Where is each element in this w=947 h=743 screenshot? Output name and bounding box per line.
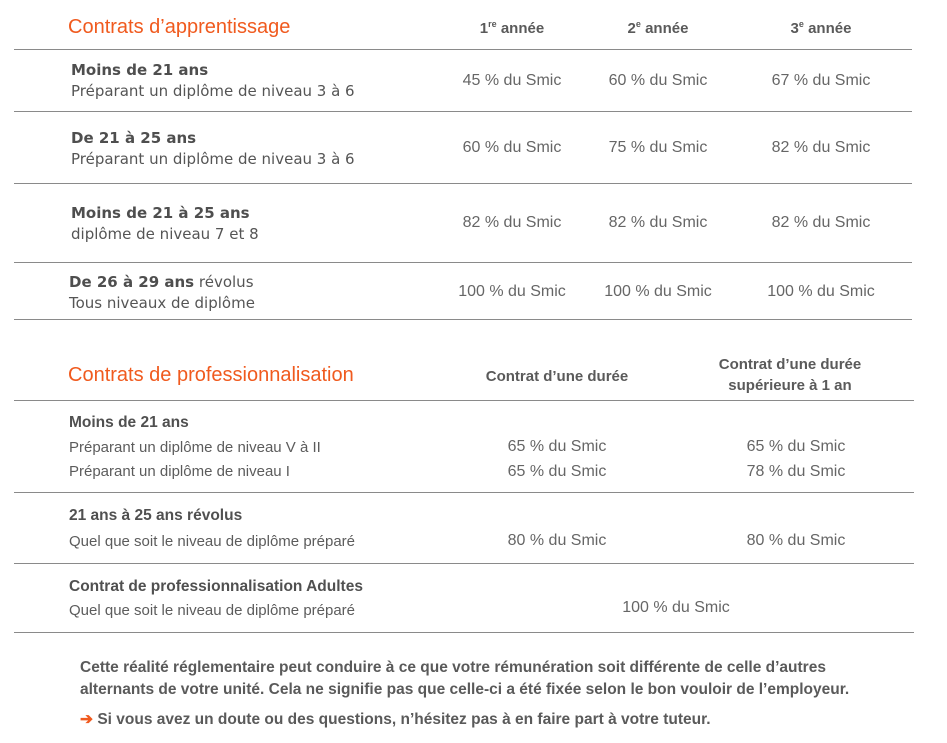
appr-row3-year3: 82 % du Smic [771,214,871,231]
appr-row1-rule [14,111,912,112]
year2-text: année [640,20,689,37]
appr-row1-year3: 67 % du Smic [771,72,871,89]
appr-row3-sub: diplôme de niveau 7 et 8 [71,225,259,243]
pro-row1-label: Moins de 21 ans [69,414,189,431]
appr-row4-year3: 100 % du Smic [767,283,875,300]
pro-row1-sub2: Préparant un diplôme de niveau I [69,463,290,480]
year3-sup: e [798,19,804,29]
note-line3 [80,710,711,729]
note-line3-text: Si vous avez un doute ou des questions, n’hésitez pas à en faire part à votre tuteur. [97,711,711,728]
appr-row3-rule [14,262,912,263]
apprentissage-col-year3 [761,19,881,37]
apprentissage-col-year1 [452,19,572,37]
professionnalisation-title: Contrats de professionnalisation [68,364,354,386]
year2-num: 2 [627,20,636,37]
pro-row3-merged-val: 100 % du Smic [622,599,730,616]
pro-row1-col2-val1: 65 % du Smic [746,438,846,455]
appr-row4-sub: Tous niveaux de diplôme [69,294,255,312]
pro-col-long-line2: supérieure à 1 an [728,377,852,394]
apprentissage-col-year2 [598,19,718,37]
appr-row4-label-bold: De 26 à 29 ans [69,273,195,291]
appr-row2-sub: Préparant un diplôme de niveau 3 à 6 [71,150,355,168]
appr-row2-rule [14,183,912,184]
appr-row2-year2: 75 % du Smic [608,139,708,156]
year1-sup: re [488,19,497,29]
appr-row4-label [69,273,254,292]
pro-row1-col1-val1: 65 % du Smic [507,438,607,455]
appr-row4-rule [14,319,912,320]
pro-row2-label: 21 ans à 25 ans révolus [69,507,243,524]
appr-row1-sub: Préparant un diplôme de niveau 3 à 6 [71,82,355,100]
apprentissage-header-rule [14,49,912,50]
pro-row1-col1-val2: 65 % du Smic [507,463,607,480]
pro-row1-sub1: Préparant un diplôme de niveau V à II [69,439,321,456]
appr-row4-label-normal: révolus [194,273,254,291]
pro-col-long-line1: Contrat d’une durée [718,356,862,373]
appr-row1-year2: 60 % du Smic [608,72,708,89]
pro-row2-col1-val: 80 % du Smic [507,532,607,549]
year1-num: 1 [479,20,489,37]
apprentissage-title: Contrats d’apprentissage [68,16,291,38]
year3-text: année [803,20,852,37]
appr-row3-year2: 82 % du Smic [608,214,708,231]
appr-row4-year2: 100 % du Smic [604,283,712,300]
pro-row3-sub: Quel que soit le niveau de diplôme préparé [69,602,356,619]
year1-text: année [496,20,545,37]
pro-row3-rule [14,632,914,633]
appr-row1-year1: 45 % du Smic [462,72,562,89]
pro-row2-col2-val: 80 % du Smic [746,532,846,549]
appr-row2-label: De 21 à 25 ans [71,129,197,147]
pro-header-rule [14,400,914,401]
pro-row1-rule [14,492,914,493]
appr-row2-year3: 82 % du Smic [771,139,871,156]
appr-row3-label: Moins de 21 à 25 ans [71,204,250,222]
appr-row3-year1: 82 % du Smic [462,214,562,231]
arrow-right-icon: ➔ [80,711,93,728]
year2-sup: e [635,19,641,29]
pro-row2-rule [14,563,914,564]
appr-row4-year1: 100 % du Smic [458,283,566,300]
pro-row2-sub: Quel que soit le niveau de diplôme préparé [69,533,356,550]
appr-row2-year1: 60 % du Smic [462,139,562,156]
pro-col-short: Contrat d’une durée [485,368,629,385]
note-line1: Cette réalité réglementaire peut conduire à ce que votre rémunération soit différente de celle d’autres [80,659,826,676]
pro-row3-label: Contrat de professionnalisation Adultes [69,578,363,595]
note-line2: alternants de votre unité. Cela ne signifie pas que celle-ci a été fixée selon le bon vouloir de l’employeur. [80,681,850,698]
appr-row1-label: Moins de 21 ans [71,61,209,79]
year3-num: 3 [790,20,799,37]
pro-row1-col2-val2: 78 % du Smic [746,463,846,480]
